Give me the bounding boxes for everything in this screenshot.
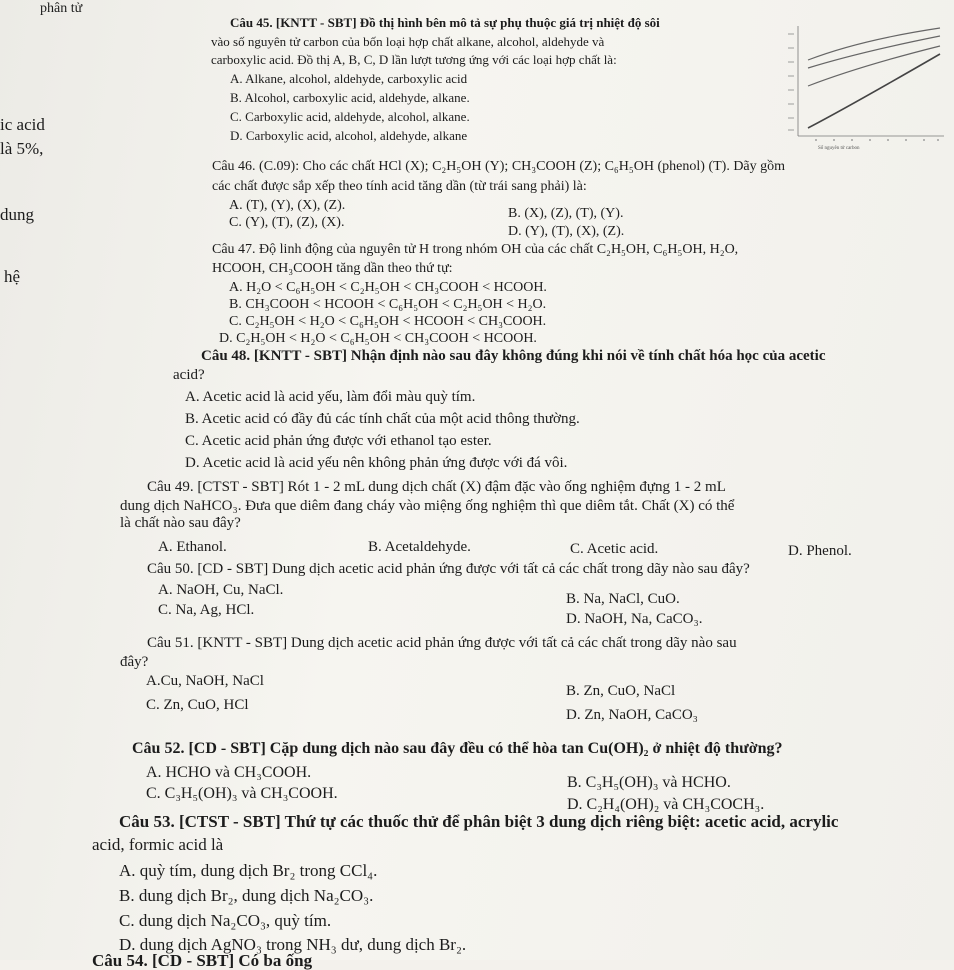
q49-option-d[interactable]: D. Phenol. (788, 543, 852, 559)
q48-line2: acid? (173, 367, 205, 383)
q47-line2: HCOOH, CH₃COOH tăng dần theo thứ tự: (212, 261, 453, 276)
q45-option-d[interactable]: D. Carboxylic acid, alcohol, aldehyde, alkane (230, 128, 468, 143)
q46-head: Câu 46. (C.09): Cho các chất HCl (X); C₂H₅OH (Y); CH₃COOH (Z); C₆H₅OH (phenol) (T). Dãy gồm (212, 159, 786, 174)
q45-option-c[interactable]: C. Carboxylic acid, aldehyde, alcohol, alkane. (230, 109, 470, 124)
q52-option-d[interactable]: D. C₂H₄(OH)₂ và CH₃COCH₃. (567, 796, 765, 813)
q48-option-a[interactable]: A. Acetic acid là acid yếu, làm đổi màu quỳ tím. (185, 389, 476, 405)
q46-option-d[interactable]: D. (Y), (T), (X), (Z). (508, 224, 625, 239)
q49-option-a[interactable]: A. Ethanol. (158, 539, 227, 555)
q52-head: Câu 52. [CD - SBT] Cặp dung dịch nào sau đây đều có thể hòa tan Cu(OH)₂ ở nhiệt độ thường? (132, 740, 783, 757)
q53-option-b[interactable]: B. dung dịch Br₂, dung dịch Na₂CO₃. (119, 886, 374, 905)
q53-line2: acid, formic acid là (92, 835, 224, 854)
q46-line2: các chất được sắp xếp theo tính acid tăng dần (từ trái sang phải) là: (212, 179, 587, 194)
q49-head: Câu 49. [CTST - SBT] Rót 1 - 2 mL dung dịch chất (X) đậm đặc vào ống nghiệm đựng 1 - 2 mL (147, 479, 726, 495)
q45-head: Câu 45. [KNTT - SBT] Đồ thị hình bên mô tả sự phụ thuộc giá trị nhiệt độ sôi (230, 15, 660, 30)
q46-option-a[interactable]: A. (T), (Y), (X), (Z). (229, 198, 346, 213)
q47-option-b[interactable]: B. CH₃COOH < HCOOH < C₆H₅OH < C₂H₅OH < H₂O. (229, 297, 547, 312)
q47-option-a[interactable]: A. H₂O < C₆H₅OH < C₂H₅OH < CH₃COOH < HCOOH. (229, 280, 547, 295)
q48-option-c[interactable]: C. Acetic acid phản ứng được với ethanol tạo ester. (185, 433, 492, 449)
q49-line3: là chất nào sau đây? (120, 515, 241, 531)
q46-option-c[interactable]: C. (Y), (T), (Z), (X). (229, 215, 345, 230)
q51-option-c[interactable]: C. Zn, CuO, HCl (146, 697, 249, 713)
q45-option-a[interactable]: A. Alkane, alcohol, aldehyde, carboxylic acid (230, 71, 468, 86)
q47-head: Câu 47. Độ linh động của nguyên tử H trong nhóm OH của các chất C₂H₅OH, C₆H₅OH, H₂O, (212, 242, 739, 257)
q51-head: Câu 51. [KNTT - SBT] Dung dịch acetic acid phản ứng được với tất cả các chất trong dãy nào sau (147, 635, 737, 651)
q53-option-a[interactable]: A. quỳ tím, dung dịch Br₂ trong CCl₄. (119, 861, 378, 880)
q47-option-c[interactable]: C. C₂H₅OH < H₂O < C₆H₅OH < HCOOH < CH₃COOH. (229, 314, 547, 329)
q51-line2: đây? (120, 654, 149, 670)
margin-fragment: phân tử (40, 1, 83, 16)
q45-line3: carboxylic acid. Đồ thị A, B, C, D lần lượt tương ứng với các loại hợp chất là: (211, 52, 617, 67)
q50-option-d[interactable]: D. NaOH, Na, CaCO₃. (566, 611, 703, 627)
q52-option-a[interactable]: A. HCHO và CH₃COOH. (146, 764, 312, 781)
q53-option-c[interactable]: C. dung dịch Na₂CO₃, quỳ tím. (119, 911, 332, 930)
curve-d (808, 54, 940, 128)
q48-option-d[interactable]: D. Acetic acid là acid yếu nên không phản ứng được với đá vôi. (185, 455, 568, 471)
margin-fragment: hệ (4, 267, 21, 286)
boiling-point-graph (780, 22, 948, 154)
q51-option-d[interactable]: D. Zn, NaOH, CaCO₃ (566, 707, 698, 723)
q46-option-b[interactable]: B. (X), (Z), (T), (Y). (508, 206, 624, 221)
q45-line2: vào số nguyên tử carbon của bốn loại hợp chất alkane, alcohol, aldehyde và (211, 34, 605, 49)
q45-option-b[interactable]: B. Alcohol, carboxylic acid, aldehyde, alkane. (230, 90, 470, 105)
q50-head: Câu 50. [CD - SBT] Dung dịch acetic acid phản ứng được với tất cả các chất trong dãy nào sau đây? (147, 561, 750, 577)
q48-head: Câu 48. [KNTT - SBT] Nhận định nào sau đây không đúng khi nói về tính chất hóa học của acetic (201, 348, 826, 364)
q47-option-d[interactable]: D. C₂H₅OH < H₂O < C₆H₅OH < CH₃COOH < HCOOH. (219, 331, 537, 346)
q54-head: Câu 54. [CD - SBT] Có ba ống (92, 951, 313, 970)
q49-option-c[interactable]: C. Acetic acid. (570, 541, 659, 557)
curve-a (808, 28, 940, 60)
q50-option-b[interactable]: B. Na, NaCl, CuO. (566, 591, 680, 607)
q52-option-c[interactable]: C. C₃H₅(OH)₃ và CH₃COOH. (146, 785, 338, 802)
x-ticks (815, 139, 939, 141)
graph-svg (780, 22, 948, 154)
q50-option-a[interactable]: A. NaOH, Cu, NaCl. (158, 582, 284, 598)
margin-fragment: ic acid (0, 115, 45, 134)
margin-fragment: dung (0, 205, 34, 224)
q49-line2: dung dịch NaHCO₃. Đưa que diêm đang cháy vào miệng ống nghiệm thì que diêm tắt. Chất (X) có thể (120, 498, 735, 514)
y-ticks (788, 34, 794, 130)
q48-option-b[interactable]: B. Acetic acid có đầy đủ các tính chất của một acid thông thường. (185, 411, 580, 427)
q53-head: Câu 53. [CTST - SBT] Thứ tự các thuốc thử để phân biệt 3 dung dịch riêng biệt: acetic acid, acrylic (119, 812, 839, 831)
graph-x-label: Số nguyên tử carbon (818, 146, 860, 151)
q51-option-b[interactable]: B. Zn, CuO, NaCl (566, 683, 676, 699)
q53-option-d[interactable]: D. dung dịch AgNO₃ trong NH₃ dư, dung dịch Br₂. (119, 935, 467, 954)
q49-option-b[interactable]: B. Acetaldehyde. (368, 539, 471, 555)
q51-option-a[interactable]: A.Cu, NaOH, NaCl (146, 673, 264, 689)
q50-option-c[interactable]: C. Na, Ag, HCl. (158, 602, 255, 618)
margin-fragment: là 5%, (0, 139, 44, 158)
q52-option-b[interactable]: B. C₃H₅(OH)₃ và HCHO. (567, 774, 731, 791)
